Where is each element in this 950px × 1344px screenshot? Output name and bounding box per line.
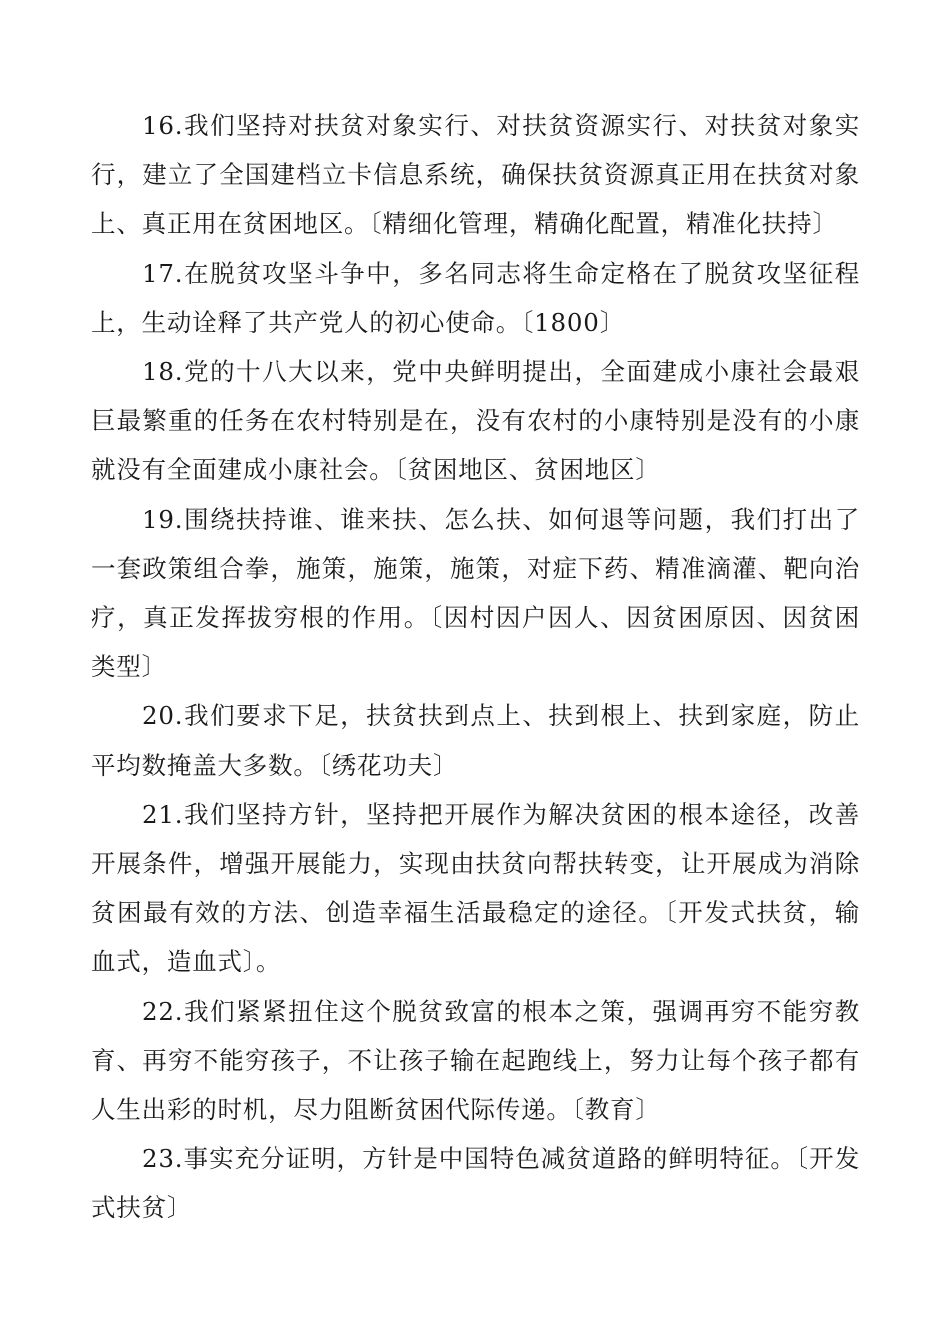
- question-22: 22.我们紧紧扭住这个脱贫致富的根本之策，强调再穷不能穷教育、再穷不能穷孩子，不让孩子输在起跑线上，努力让每个孩子都有人生出彩的时机，尽力阻断贫困代际传递。〔教育〕: [91, 996, 860, 1125]
- question-23: 23.事实充分证明，方针是中国特色减贫道路的鲜明特征。〔开发式扶贫〕: [91, 1144, 860, 1223]
- question-19: 19.围绕扶持谁、谁来扶、怎么扶、如何退等问题，我们打出了一套政策组合拳，施策，施策，施策，对症下药、精准滴灌、靶向治疗，真正发挥拔穷根的作用。〔因村因户因人、因贫困原因、因贫困类型〕: [91, 504, 860, 682]
- question-17: 17.在脱贫攻坚斗争中，多名同志将生命定格在了脱贫攻坚征程上，生动诠释了共产党人的初心使命。〔1800〕: [91, 258, 860, 337]
- question-16: 16.我们坚持对扶贫对象实行、对扶贫资源实行、对扶贫对象实行，建立了全国建档立卡信息系统，确保扶贫资源真正用在扶贫对象上、真正用在贫困地区。〔精细化管理，精确化配置，精准化扶持〕: [91, 111, 860, 239]
- question-18: 18.党的十八大以来，党中央鲜明提出，全面建成小康社会最艰巨最繁重的任务在农村特别是在，没有农村的小康特别是没有的小康就没有全面建成小康社会。〔贫困地区、贫困地区〕: [91, 357, 860, 485]
- document-body: [91, 101, 860, 1233]
- question-21: 21.我们坚持方针，坚持把开展作为解决贫困的根本途径，改善开展条件，增强开展能力，实现由扶贫向帮扶转变，让开展成为消除贫困最有效的方法、创造幸福生活最稳定的途径。〔开发式扶贫，输血式，造血式〕。: [91, 799, 860, 977]
- question-20: 20.我们要求下足，扶贫扶到点上、扶到根上、扶到家庭，防止平均数掩盖大多数。〔绣花功夫〕: [91, 701, 860, 780]
